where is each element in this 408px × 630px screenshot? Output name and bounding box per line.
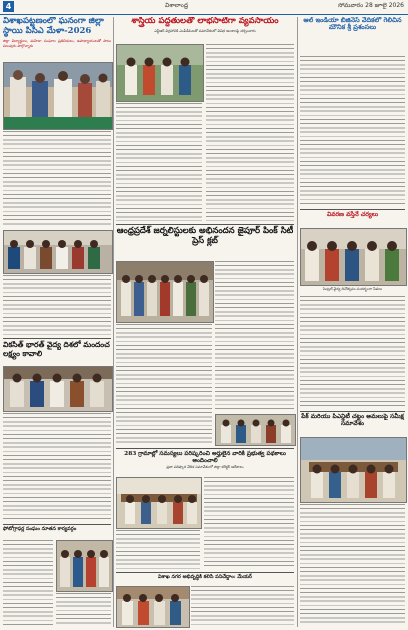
- article-a10-head: [116, 572, 294, 585]
- body-text-a2: [116, 103, 202, 221]
- photo-a8: [116, 477, 202, 529]
- body-text-a2b: [206, 44, 294, 221]
- headline-a7: పేక్ మరియు పిఎన్డిటీ చట్టం అమలుపై సమీక్ష సమావేశం: [301, 413, 404, 427]
- photo-a4: [300, 228, 407, 286]
- body-text-a5: [116, 324, 212, 444]
- body-text-a10: [191, 586, 294, 626]
- headline-a1: విశాఖపట్టణంలో ఘనంగా జిల్లా స్థాయి పిసిఎ మేళా-2026: [3, 17, 104, 36]
- photo-a1: [3, 62, 113, 130]
- article-a7-head: [300, 411, 405, 436]
- masthead: విశాలాంధ్ర: [165, 2, 189, 9]
- subhead-a8: ప్రజా పరిష్కార వేదిక సమావేశంలో జిల్లా కలెక్టర్ ఆదేశాలు: [166, 465, 244, 470]
- article-a1-head: [3, 17, 111, 59]
- article-a9-head: [3, 524, 111, 539]
- page-header: [0, 0, 408, 15]
- article-a2-head: [116, 17, 294, 41]
- photo-a2: [116, 44, 204, 102]
- subhead-a4: సెంట్రల్ వైద్య దినోత్సవం సందర్భంగా సేవలు: [322, 287, 383, 291]
- body-text-a9: [3, 540, 53, 626]
- body-text-a7: [300, 504, 405, 626]
- body-text-a8b: [204, 477, 294, 569]
- headline-a5: ఆంధ్రప్రదేశ్ జర్నలిస్టులకు అభినందన జైపూర్ పింక్ సిటీ ప్రెస్ క్లబ్: [116, 226, 294, 246]
- article-a4-head: [300, 209, 405, 226]
- body-text-a1: [3, 131, 111, 227]
- headline-a6: వికసిత్ భారత్ వైద్య దిశలో మందంచ లక్ష్యం కావాలి: [3, 340, 110, 358]
- body-text-a4: [300, 296, 405, 408]
- subhead-a2: ఎన్టీఆర్ విగ్రహానికి ఎంపీడీఓలతో సమావేశంలో వివిధ అంశాలపై చర్చించారు: [154, 28, 256, 33]
- headline-a8: 283 గ్రామాల్లో సమస్యలు పరిష్కరించి అర్హులైన వారికి ప్రభుత్వ పథకాలు అందించాలి: [124, 451, 286, 464]
- headline-a3: ఆల్ ఇండియా బిజినెస్ వేదికలో గెలిచిన మౌనిక శ్రీ ప్రశంసలు: [303, 17, 402, 32]
- photo-a10: [116, 586, 190, 628]
- photo-a9: [56, 540, 113, 592]
- article-a6-head: [3, 338, 111, 365]
- headline-a2: శాస్త్రీయ పద్దతులతో లాభసాటిగా వ్యవసాయం: [131, 17, 279, 26]
- column-divider-1: [113, 17, 114, 627]
- body-text-a8: [116, 530, 200, 569]
- photo-a7: [300, 437, 407, 503]
- column-divider-2: [297, 17, 298, 627]
- article-a4-subhead: [300, 287, 405, 295]
- headline-a10: విశాఖ నగర అభివృద్ధికి కలిసి పనిచేద్దాం: మేయర్: [157, 574, 253, 580]
- body-text-a3: [300, 56, 405, 206]
- body-text-a5b: [215, 261, 294, 411]
- photo-a6: [3, 366, 113, 412]
- article-a5-head: [116, 224, 294, 259]
- headline-a9: ఫోటోగ్రాఫర్ల సంఘం నూతన కార్యవర్గం: [3, 526, 77, 532]
- subhead-a1: జిల్లా విద్యార్థులు, మహిళా సంఘాల ప్రతినిధులు, ఉపాధ్యాయులతో పాటు పలువురు పాల్గొన్నారు: [3, 38, 111, 48]
- article-a8-head: [116, 448, 294, 475]
- photo-left-meeting: [3, 230, 113, 274]
- photo-a5: [116, 261, 214, 323]
- photo-a5b: [215, 414, 296, 446]
- page-number: 4: [3, 1, 14, 12]
- body-text-left-2: [3, 275, 111, 335]
- headline-a4: వివరణ వస్తేనే చర్యలు: [326, 211, 379, 218]
- body-text-a9b: [56, 593, 111, 626]
- body-text-a6: [3, 413, 111, 521]
- issue-date: సోమవారం 28 జూలై 2026: [338, 2, 404, 9]
- article-a3-head: [300, 17, 405, 53]
